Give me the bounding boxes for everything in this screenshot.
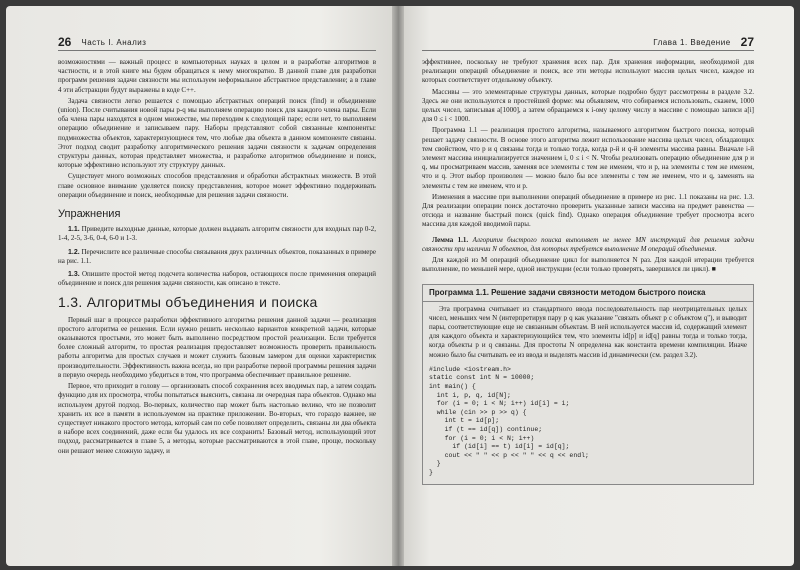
book-spine-gutter: [392, 6, 404, 566]
left-chapter-header: Часть I. Анализ: [81, 37, 147, 47]
program-description: Эта программа считывает из стандартного ввода последовательность пар неотрицательных целых чисел, меньших чем N (интерпретируя пару p q как указание "связать объект p с объектом q"), и выводит пары, соответствующие еще не связанным объектам. В ней используется массив id, содержащий элемент для каждого объекта и характеризующийся тем, что элементы id[p] и id[q] равны тогда и только тогда, когда объекты p и q связаны. Для простоты N определена как константа времени компиляции. Иначе можно было бы считывать ее из ввода и выделять массив id динамически (см. раздел 3.2).: [429, 304, 747, 359]
right-page: [398, 6, 794, 566]
paragraph: Существует много возможных способов представления и обработки абстрактных множеств. В этой главе основное внимание уделяется поиску представления, которое может эффективно поддерживать операции объединение и поиск, необходимые для решения задачи связности.: [58, 172, 376, 199]
lemma-proof: Для каждой из M операций объединение цикл for выполняется N раз. Для каждой итерации требуется выполнение, по меньшей мере, одной инструкции (если только проверять, завершился ли цикл). ■: [422, 256, 754, 274]
paragraph: эффективнее, поскольку не требуют хранения всех пар. Для хранения информации, необходимой для реализации операций объединение и поиск, все эти методы используют массив целых чисел, каждое из которых соответствует отдельному объекту.: [422, 58, 754, 85]
exercise-number: 1.3.: [68, 271, 80, 279]
exercise-text: Приведите выходные данные, которые должен выдавать алгоритм связности для входных пар 0-2, 1-4, 2-5, 3-6, 0-4, 6-0 и 1-3.: [58, 225, 376, 243]
exercise-number: 1.2.: [68, 248, 80, 256]
lemma-title: Лемма 1.1.: [432, 235, 469, 244]
paragraph: возможностями — важный процесс в компьютерных науках в целом и в разработке алгоритмов в частности, и в этой книге мы будем обращаться к нему многократно. В данной главе для разработки программ решения задачи связности мы используем неформальное абстрактное представление; а в главе 4 эти абстракции будут выражены в коде C++.: [58, 58, 376, 94]
lemma-block: [422, 236, 754, 275]
left-page-header: [58, 34, 376, 51]
exercises-heading: Упражнения: [58, 208, 121, 221]
right-page-header: [422, 34, 754, 51]
exercise-text: Перечислите все различные способы связывания двух различных объектов, показанных в примере на рис. 1.1.: [58, 247, 377, 265]
exercise-item: [58, 248, 376, 266]
paragraph: Массивы — это элементарные структуры данных, которые подробно будут рассмотрены в разделе 3.2. Здесь же они используются в простейшей форме: мы объявляем, что собираемся использовать, скажем, 1000 целых чисел, записывая a[1000], а затем обращаемся к i-ому целому числу в массиве с помощью записи a[i] для 0 ≤ i < 1000.: [422, 87, 754, 124]
left-page-body: [58, 58, 376, 458]
exercise-item: [58, 270, 376, 288]
paragraph: Изменения в массиве при выполнении операций объединение в примере из рис. 1.1 показаны на рис. 1.3. Для реализации операции поиск достаточно проверить указанные записи массива на предмет равенства — отсюда и название быстрый поиск (quick find). Однако операция объединение требует просмотра всего массива для каждой вводимой пары.: [422, 192, 754, 229]
lemma-statement: [422, 236, 754, 254]
section-heading: 1.3. Алгоритмы объединения и поиска: [58, 294, 318, 311]
exercise-text: Опишите простой метод подсчета количества наборов, остающихся после применения операций объединение и поиск для решения задачи связности, как описано в тексте.: [58, 270, 376, 288]
paragraph: Программа 1.1 — реализация простого алгоритма, называемого алгоритмом быстрого поиска, который решает задачу связности. В основе этого алгоритма лежит использование массива целых чисел, обладающих тем свойством, что p и q связаны тогда и только тогда, когда p-й и q-й элементы массива равны. Вначале i-й элемент массива инициализируется значением i, 0 ≤ i < N. Чтобы реализовать операцию объединение для p и q, мы просматриваем массив, заменяя все элементы с тем же именем, что и p, на элементы с тем же именем, что и q. Этот выбор произволен — можно было бы все элементы с тем же именем, что и q, заменять на элементы с тем же именем, что и p.: [422, 126, 754, 190]
lemma-text: Алгоритм быстрого поиска выполняет не менее MN инструкций для решения задачи связности при наличии N объектов, для которых требуется выполнение M операций объединения.: [422, 235, 755, 253]
exercise-item: [58, 225, 376, 243]
left-page: [6, 6, 398, 566]
program-code: #include <iostream.h> static const int N = 10000; int main() { int i, p, q, id[N]; for (i = 0; i < N; i++) id[i] = i; while (cin >> p >> q) { int t = id[p]; if (t == id[q]) continue; for (i = 0; i < N; i++) if (id[i] == t) id[i] = id[q]; cout << " " << p << " " << q << endl; } }: [429, 365, 589, 477]
exercise-number: 1.1.: [68, 226, 80, 234]
paragraph: Первое, что приходит в голову — организовать способ сохранения всех вводимых пар, а затем создать функцию для их просмотра, чтобы попытаться выяснить, связана ли очередная пара объектов. Однако мы используем другой подход. Во-первых, количество пар может быть настолько велико, что не позволит хранить их все в памяти в используемом на практике приложении. Во-вторых, что гораздо важнее, не существует никакого простого метода, который сам по себе позволяет определить, связаны ли два объекта в наборе всех соединений, даже если бы удалось их все сохранить! Базовый метод, использующий этот подход, рассматривается в главе 5, а методы, которые рассматриваются в этой главе, проще, поскольку они решают менее сложную задачу, и: [58, 382, 376, 455]
paragraph: Задача связности легко решается с помощью абстрактных операций поиск (find) и объединение (union). После считывания новой пары p-q мы выполняем операцию поиск для каждого члена пары. Если оба члена пары находятся в одном множестве, мы переходим к следующей паре; если нет, то выполняем операцию объединение и записываем пару. Наборы представляют собой связанные компоненты: подмножества объектов, характеризующиеся тем, что любые два объекта в данном компоненте связаны. Этот подход сводит разработку алгоритмического решения задачи связности к задачам определения структуры данных, которая представляет множества, и разработке алгоритмов объединение и поиск, которые эффективно используют эту структуру данных.: [58, 96, 376, 170]
left-page-number: 26: [58, 35, 72, 49]
program-description-wrap: [423, 302, 753, 364]
paragraph: Первый шаг в процессе разработки эффективного алгоритма решения данной задачи — реализация простого алгоритма ее решения. Если нужно решить несколько вариантов конкретной задачи, которые оказываются простыми, это может быть выполнено посредством простой реализации. Если требуется более сложный алгоритм, то простая реализация предоставляет возможность проверить правильность работы алгоритма для простых случаев и может служить базовым замером для оценки характеристик производительности. Эффективность важна всегда, но при разработке первой программы решения задачи в первую очередь необходимо убедиться в том, что программа обеспечивает правильное решение.: [58, 315, 376, 379]
program-box: [422, 284, 754, 484]
right-page-number: 27: [740, 35, 754, 49]
right-chapter-header: Глава 1. Введение: [653, 37, 731, 47]
program-title: Программа 1.1. Решение задачи связности методом быстрого поиска: [423, 285, 753, 301]
right-page-body: [422, 58, 754, 485]
